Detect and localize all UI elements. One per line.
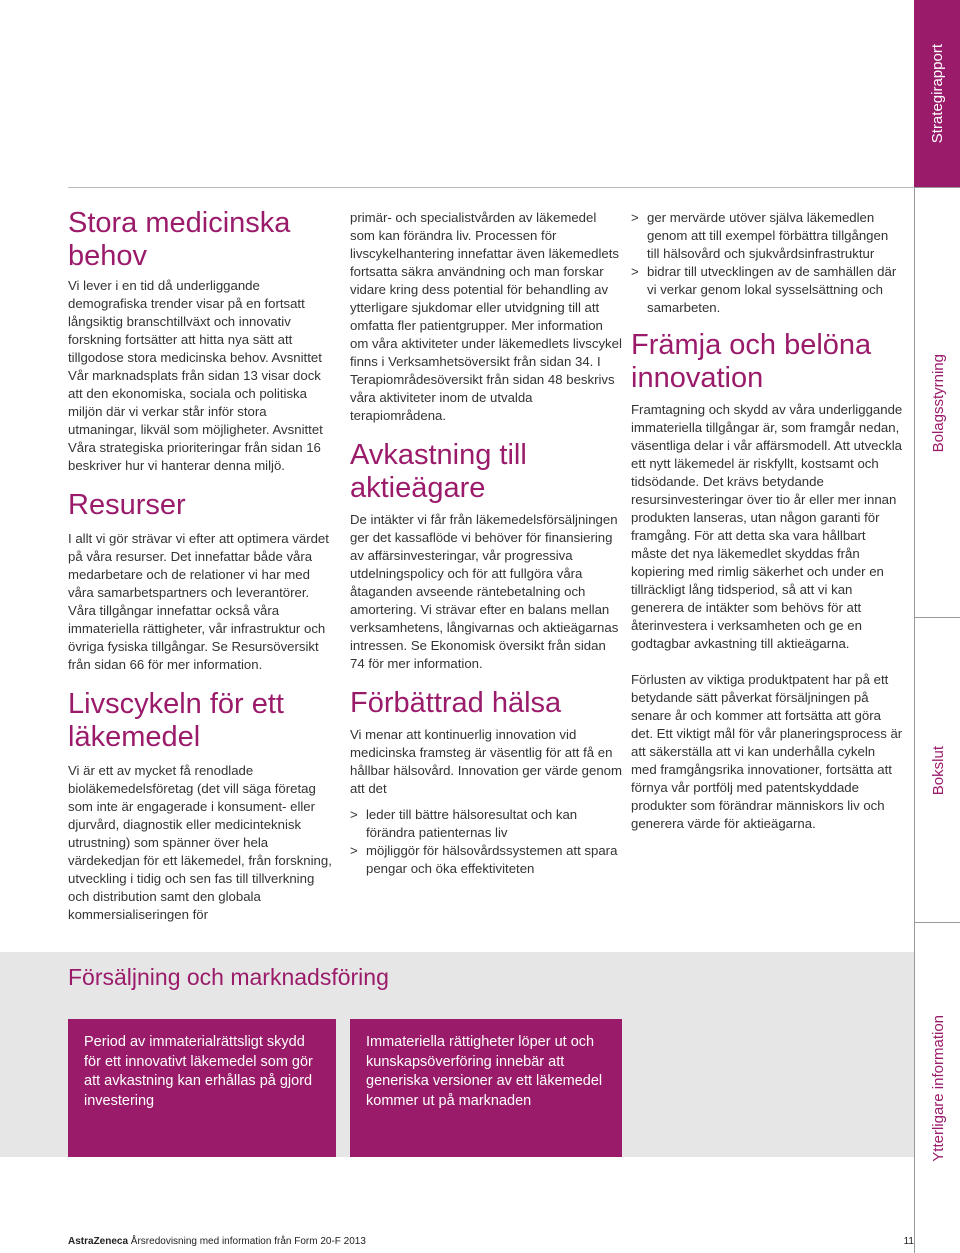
bullet-text: bidrar till utvecklingen av de samhällen där vi verkar genom lokal sysselsättning och samarbeten. (647, 264, 897, 315)
heading-forbattrad-halsa: Förbättrad hälsa (350, 687, 562, 719)
tab-label: Ytterligare information (929, 1014, 947, 1162)
footer-text: Årsredovisning med information från Form 20-F 2013 (128, 1236, 366, 1247)
heading-stora-medicinska-behov: Stora medicinska behov (68, 207, 291, 272)
top-divider (68, 187, 914, 188)
bullet-marker: > (350, 807, 358, 822)
page-footer (68, 1236, 914, 1247)
paragraph-halsa: Vi menar att kontinuerlig innovation vid medicinska framsteg är väsentlig för att få en hållbar hälsovård. Innovation ger värde genom att det (350, 727, 622, 796)
heading-resurser: Resurser (68, 489, 186, 521)
tab-label: Bokslut (929, 745, 947, 796)
sales-marketing-band (0, 952, 914, 1157)
box-text: Immateriella rättigheter löper ut och kunskapsöverföring innebär att generiska versioner av ett läkemedel kommer ut på marknaden (366, 1034, 603, 1109)
column-1 (68, 207, 336, 924)
bullet-item (631, 209, 903, 263)
bullet-text: leder till bättre hälsoresultat och kan förändra patienternas liv (366, 807, 578, 840)
tab-bokslut[interactable] (914, 617, 960, 923)
heading-avkastning: Avkastning till aktieägare (350, 439, 527, 504)
box-text: Period av immaterialrättsligt skydd för ett innovativt läkemedel som gör att avkastning kan erhållas på gjord investering (84, 1034, 313, 1109)
tab-label: Strategirapport (928, 43, 946, 144)
bullet-item (350, 806, 622, 842)
band-title: Försäljning och marknadsföring (68, 964, 389, 990)
paragraph-behov: Vi lever i en tid då underliggande demografiska trender visar på en fortsatt långsiktig branschtillväxt och innovativ forskning fortsätter att hitta nya sätt att tillgodose stora medicinska behov. Avsnittet Vår marknadsplats från sidan 13 visar dock att den ekonomiska, sociala och politiska miljön där vi verkar står inför stora utmaningar, likväl som möjligheter. Avsnittet Våra strategiska prioriteringar från sidan 16 beskriver hur vi hanterar denna miljö. (68, 278, 323, 473)
bullet-text: ger mervärde utöver själva läkemedlen genom att till exempel förbättra tillgången till hälsovård och sjukvårdsinfrastruktur (647, 210, 889, 261)
bullet-item (631, 263, 903, 317)
paragraph-framja: Framtagning och skydd av våra underliggande immateriella tillgångar är, som framgår nedan, väsentliga delar i vår affärsmodell. Att utveckla ett nytt läkemedel är riskfyllt, kostsamt och tidsödande. Det krävs betydande resursinvesteringar över tio år eller mer innan produkten lanseras, utan någon garanti för framgång. För att detta ska vara hållbart måste det nya läkemedlet skyddas från kopiering med rimlig säkerhet och under en tillräckligt lång tidsperiod, så att vi kan generera de intäkter som behövs för att återinvestera i verksamheten och ge en godtagbar avkastning till aktieägarna. (631, 402, 903, 651)
paragraph-livscykel-cont: primär- och specialistvården av läkemedel som kan förändra liv. Processen för livscykelhantering innefattar även läkemedlets fortsatta säkra användning och man forskar vidare kring dess potential för behandling av ytterligare sjukdomar eller utvidgning till att omfatta fler patientgrupper. Mer information om våra aktiviteter under läkemedlets livscykel finns i Verksamhetsöversikt från sidan 34. I Terapiområdesöversikt från sidan 48 beskrivs våra aktiviteter inom de utvalda terapiområdena. (350, 210, 622, 423)
column-3 (631, 209, 903, 833)
tab-strategirapport[interactable] (914, 0, 960, 187)
heading-livscykeln: Livscykeln för ett läkemedel (68, 688, 284, 753)
paragraph-resurser: I allt vi gör strävar vi efter att optimera värdet på våra resurser. Det innefattar både våra medarbetare och de relationer vi har med våra samarbetspartners och leverantörer. Våra tillgångar innefattar också våra immateriella rättigheter, vår infrastruktur och övriga fysiska tillgångar. Se Resursöversikt från sidan 66 för mer information. (68, 531, 329, 672)
bullet-marker: > (631, 264, 639, 279)
ip-protection-box (68, 1019, 336, 1157)
heading-framja-innovation: Främja och belöna innovation (631, 329, 872, 394)
tab-ytterligare-information[interactable] (914, 922, 960, 1253)
paragraph-forlusten: Förlusten av viktiga produktpatent har på ett betydande sätt påverkat försäljningen på senare år och kommer att fortsätta att göra det. Ett viktigt mål för vår planeringsprocess är att säkerställa att vi kan underhålla cykeln med framgångsrika innovationer, fortsätta att förnya vår portfölj med patentskyddade produkter som förändrar människors liv och generera värde för aktieägarna. (631, 672, 903, 831)
bullet-marker: > (631, 210, 639, 225)
bullet-item (350, 842, 622, 878)
bullet-marker: > (350, 843, 358, 858)
paragraph-avkastning: De intäkter vi får från läkemedelsförsäljningen ger det kassaflöde vi behöver för finansiering av affärsinvesteringar, vår progressiva utdelningspolicy och för att fullgöra våra åtaganden avseende räntebetalning och amortering. Vi strävar efter en balans mellan verksamhetens, långivarnas och aktieägarnas intressen. Se Ekonomisk översikt från sidan 74 för mer information. (350, 512, 619, 671)
footer-brand: AstraZeneca (68, 1236, 129, 1247)
tab-label: Bolagsstyrning (929, 353, 947, 453)
section-tabs (914, 0, 960, 1251)
ip-expiry-box (350, 1019, 622, 1157)
paragraph-livscykeln: Vi är ett av mycket få renodlade bioläkemedelsföretag (det vill säga företag som inte är engagerade i konsument- eller djurvård, diagnostik eller medicinteknisk utrustning) som spänner över hela värdekedjan för ett läkemedel, från forskning, utveckling i tidig och sen fas till tillverkning och distribution samt den globala kommersialiseringen för (68, 763, 332, 922)
page-number: 11 (903, 1236, 914, 1247)
column-2 (350, 209, 622, 878)
bullet-text: möjliggör för hälsovårdssystemen att spara pengar och öka effektiviteten (366, 843, 618, 876)
tab-bolagsstyrning[interactable] (914, 187, 960, 618)
